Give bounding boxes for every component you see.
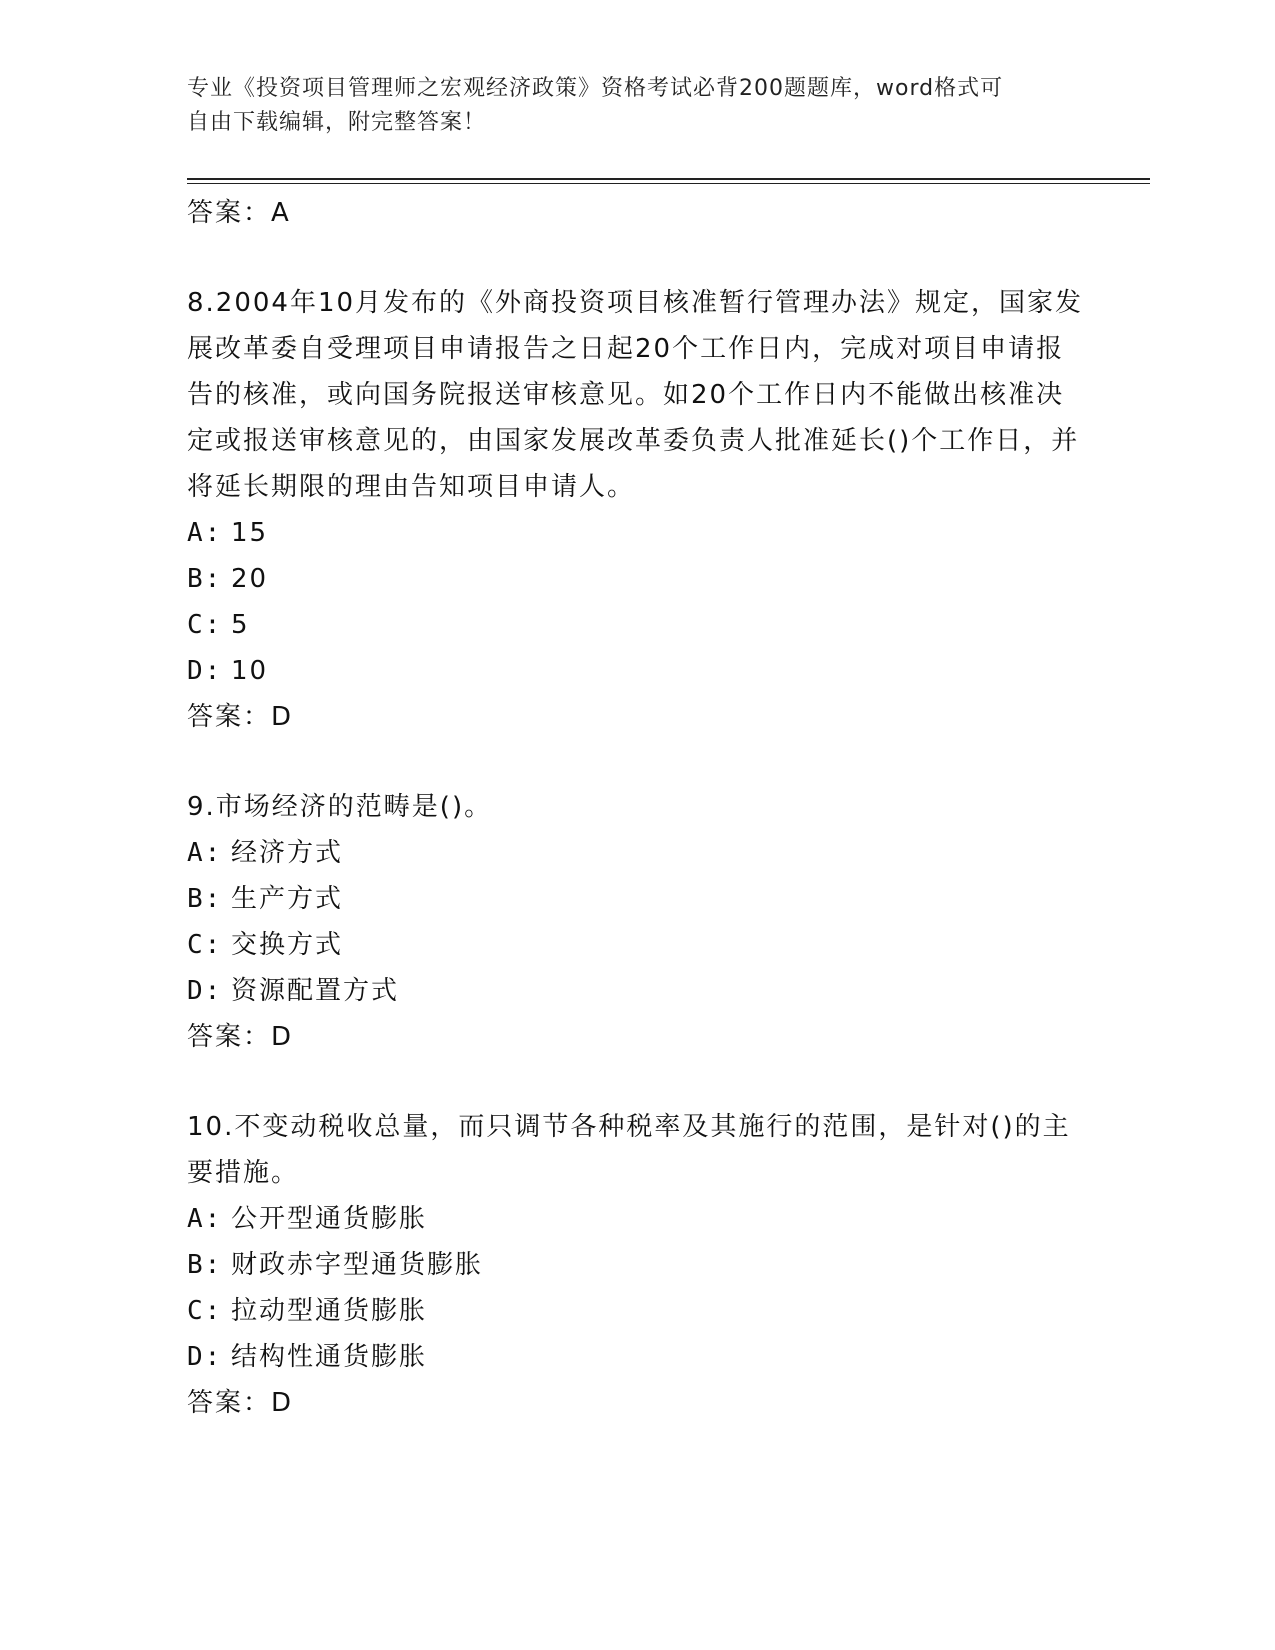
option-label: C: [187, 1296, 223, 1326]
option-label: C: [187, 930, 223, 960]
previous-answer: 答案：A [187, 198, 291, 228]
question-9-option-d [187, 968, 1087, 1014]
question-9-answer: 答案：D [187, 1022, 294, 1052]
option-text: 结构性通货膨胀 [231, 1342, 428, 1372]
option-text: 资源配置方式 [231, 976, 400, 1006]
option-text: 财政赤字型通货膨胀 [231, 1250, 484, 1280]
question-10-option-d [187, 1334, 1087, 1380]
option-label: D: [187, 1342, 223, 1372]
question-8-option-c [187, 602, 1087, 648]
option-label: A: [187, 1204, 223, 1234]
question-10-text: 10.不变动税收总量，而只调节各种税率及其施行的范围，是针对()的主要措施。 [187, 1112, 1071, 1188]
option-text: 公开型通货膨胀 [231, 1204, 428, 1234]
option-text: 15 [231, 518, 269, 548]
header-rule-thin [187, 183, 1150, 184]
option-text: 拉动型通货膨胀 [231, 1296, 428, 1326]
question-9-text: 9.市场经济的范畴是()。 [187, 792, 493, 822]
header-rule-thick [187, 178, 1150, 180]
option-text: 生产方式 [231, 884, 344, 914]
question-9-option-c [187, 922, 1087, 968]
option-text: 5 [231, 610, 250, 640]
option-label: B: [187, 884, 223, 914]
option-label: B: [187, 1250, 223, 1280]
question-10-answer: 答案：D [187, 1388, 294, 1418]
question-9-option-a [187, 830, 1087, 876]
option-label: A: [187, 838, 223, 868]
option-label: A: [187, 518, 223, 548]
question-8-option-d [187, 648, 1087, 694]
option-label: D: [187, 656, 223, 686]
question-10-option-c [187, 1288, 1087, 1334]
option-text: 交换方式 [231, 930, 344, 960]
header-line-1: 专业《投资项目管理师之宏观经济政策》资格考试必背200题题库，word格式可 [187, 76, 1004, 101]
option-text: 20 [231, 564, 269, 594]
question-8-option-b [187, 556, 1087, 602]
header-line-2: 自由下载编辑，附完整答案！ [187, 110, 487, 135]
document-body [187, 190, 1087, 1426]
question-10-option-b [187, 1242, 1087, 1288]
question-8-text: 8.2004年10月发布的《外商投资项目核准暂行管理办法》规定，国家发展改革委自受理项目申请报告之日起20个工作日内，完成对项目申请报告的核准，或向国务院报送审核意见。如20个工作日内不能做出核准决定或报送审核意见的，由国家发展改革委负责人批准延长()个工作日，并将延长期限的理由告知项目申请人。 [187, 288, 1084, 502]
option-text: 经济方式 [231, 838, 344, 868]
question-10-option-a [187, 1196, 1087, 1242]
question-8-answer: 答案：D [187, 702, 294, 732]
document-header [187, 72, 1067, 140]
question-9-option-b [187, 876, 1087, 922]
option-label: B: [187, 564, 223, 594]
option-label: D: [187, 976, 223, 1006]
option-label: C: [187, 610, 223, 640]
option-text: 10 [231, 656, 269, 686]
question-8-option-a [187, 510, 1087, 556]
